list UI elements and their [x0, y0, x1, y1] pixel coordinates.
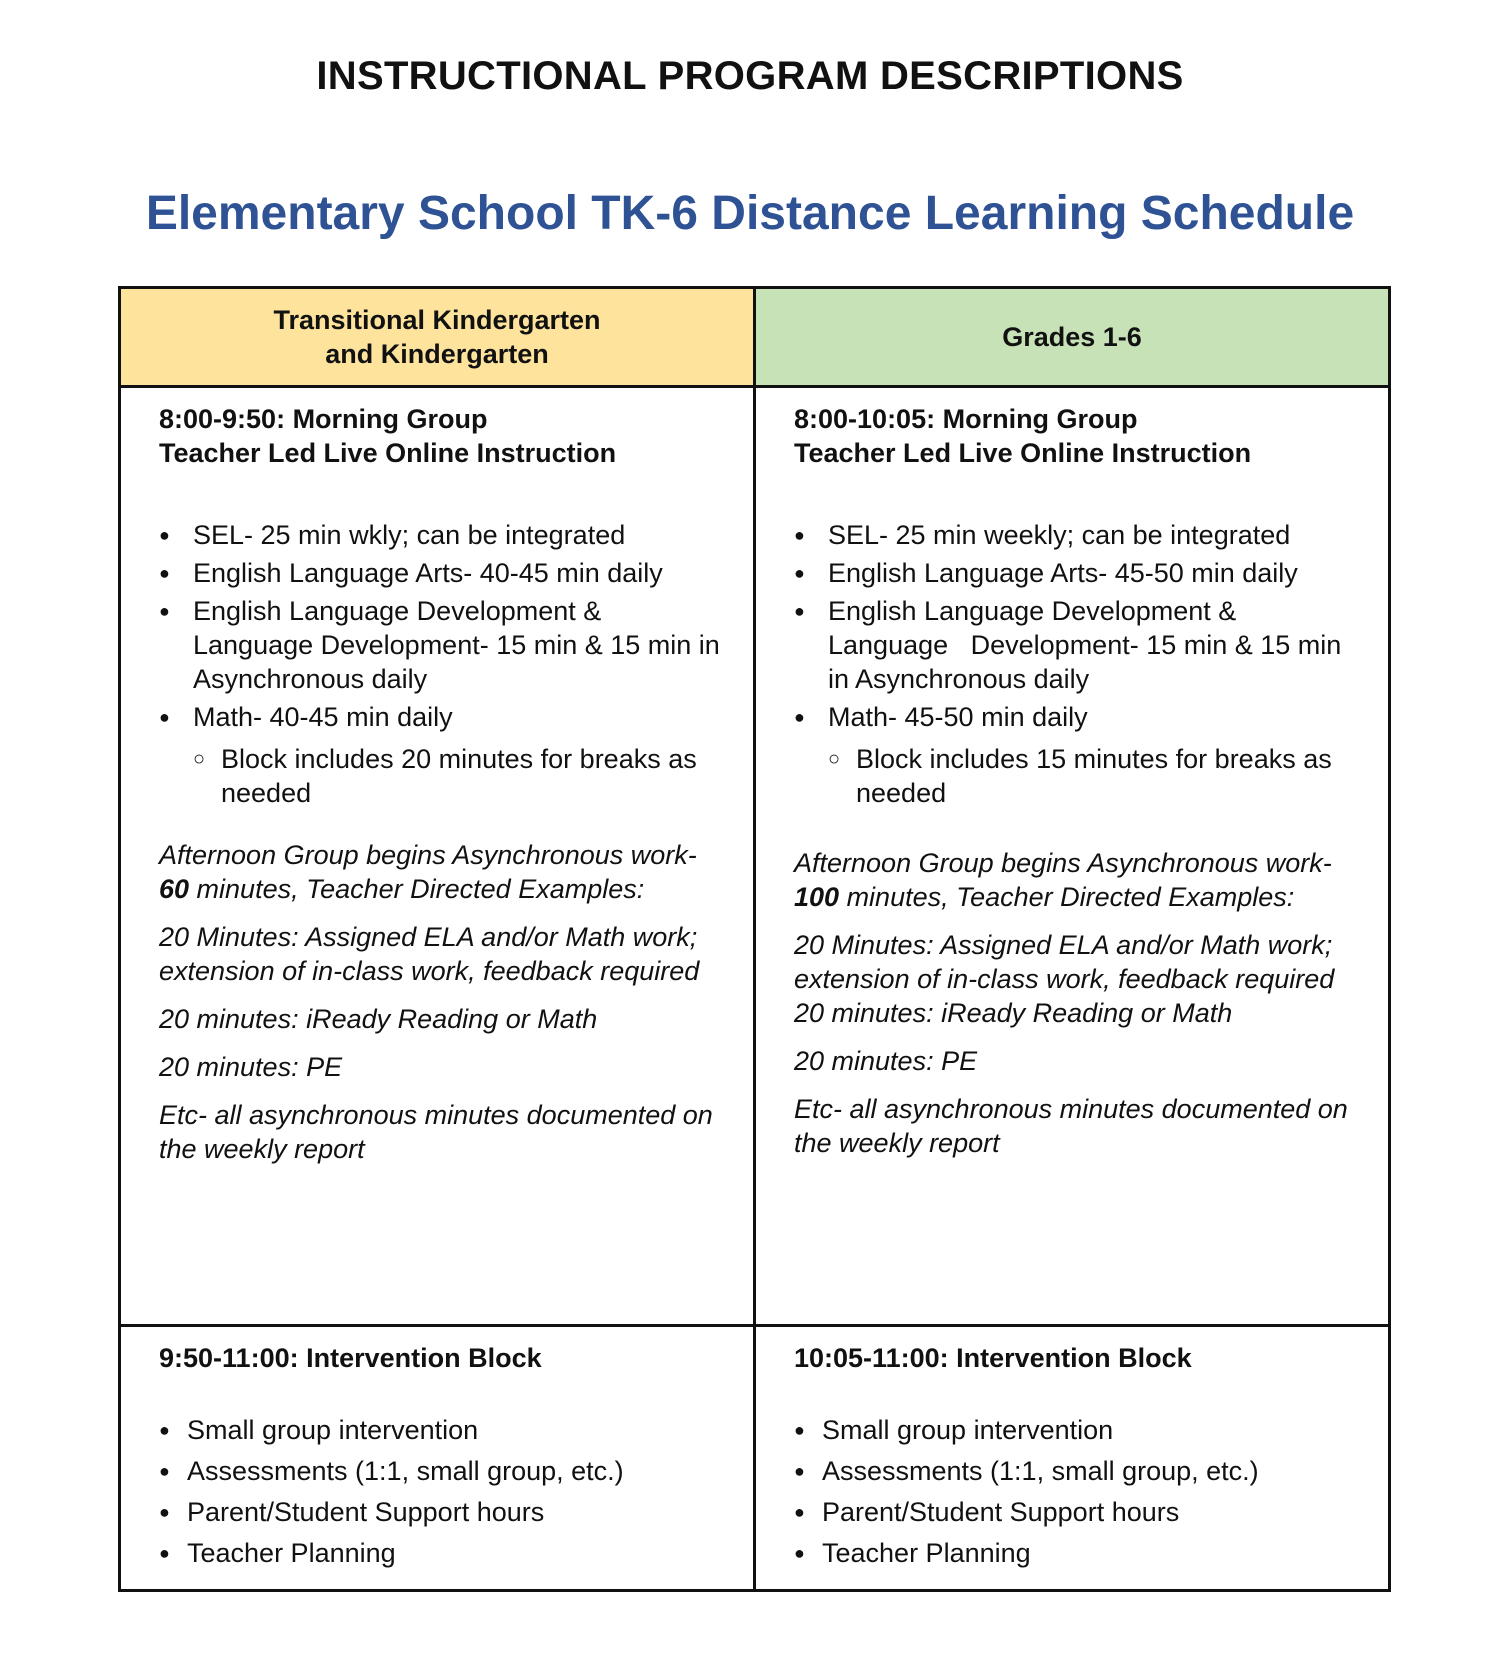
list-item: ● English Language Arts- 45-50 min daily: [794, 556, 1360, 590]
tk-example: 20 minutes: PE: [159, 1052, 343, 1082]
header-row: [120, 288, 1390, 387]
list-item: ● Assessments (1:1, small group, etc.): [159, 1454, 725, 1488]
grades-intervention-title: 10:05-11:00: Intervention Block: [794, 1343, 1192, 1373]
grades-intervention-list: [794, 1413, 1360, 1570]
tk-subject-list: [159, 518, 725, 734]
list-item: ● SEL- 25 min weekly; can be integrated: [794, 518, 1360, 552]
schedule-subtitle: Elementary School TK-6 Distance Learning Schedule: [145, 187, 1355, 240]
tk-async-intro: [159, 838, 725, 906]
tk-intervention-list: [159, 1413, 725, 1570]
tk-morning-title: [159, 402, 725, 470]
grades-morning-subtitle: Teacher Led Live Online Instruction: [794, 438, 1252, 468]
tk-async-minutes: 60: [159, 874, 190, 904]
grades-async-pre: Afternoon Group begins Asynchronous work-: [794, 848, 1332, 878]
grades-morning-time: 8:00-10:05: Morning Group: [794, 404, 1138, 434]
schedule-table: [118, 286, 1391, 1592]
list-item: ● Math- 45-50 min daily: [794, 700, 1360, 734]
tk-column-header: [120, 288, 755, 387]
tk-morning-cell: [120, 387, 755, 1326]
grades-column-header: [755, 288, 1390, 387]
grades-async-post: minutes, Teacher Directed Examples:: [839, 882, 1295, 912]
tk-morning-subtitle: Teacher Led Live Online Instruction: [159, 438, 617, 468]
morning-row: [120, 387, 1390, 1326]
tk-example: Etc- all asynchronous minutes documented on the weekly report: [159, 1100, 713, 1164]
list-item: ● SEL- 25 min wkly; can be integrated: [159, 518, 725, 552]
tk-async-pre: Afternoon Group begins Asynchronous work-: [159, 840, 697, 870]
tk-example: 20 Minutes: Assigned ELA and/or Math work; extension of in-class work, feedback required: [159, 922, 700, 986]
tk-morning-time: 8:00-9:50: Morning Group: [159, 404, 488, 434]
tk-breaks-note: ○ Block includes 20 minutes for breaks as needed: [159, 742, 725, 810]
grades-header-text: Grades 1-6: [1002, 322, 1142, 352]
grades-example: Etc- all asynchronous minutes documented on the weekly report: [794, 1094, 1348, 1158]
grades-intervention-cell: [755, 1326, 1390, 1591]
intervention-row: [120, 1326, 1390, 1591]
list-item: ● Small group intervention: [794, 1413, 1360, 1447]
list-item: ● English Language Development & Language Development- 15 min & 15 min in Asynchronous daily: [159, 594, 725, 696]
tk-intervention-title: 9:50-11:00: Intervention Block: [159, 1343, 542, 1373]
list-item: ● Teacher Planning: [159, 1536, 725, 1570]
grades-async-intro: [794, 846, 1360, 914]
grades-subject-list: [794, 518, 1360, 734]
list-item: ● English Language Arts- 40-45 min daily: [159, 556, 725, 590]
grades-breaks-note: ○ Block includes 15 minutes for breaks as needed: [794, 742, 1360, 810]
list-item: ● English Language Development & Language Development- 15 min & 15 min in Asynchronous daily: [794, 594, 1360, 696]
tk-example: 20 minutes: iReady Reading or Math: [159, 1004, 598, 1034]
list-item: ● Assessments (1:1, small group, etc.): [794, 1454, 1360, 1488]
tk-intervention-cell: [120, 1326, 755, 1591]
tk-header-line-2: and Kindergarten: [325, 339, 549, 369]
grades-morning-title: [794, 402, 1360, 470]
grades-example: 20 minutes: PE: [794, 1046, 978, 1076]
list-item: ● Math- 40-45 min daily: [159, 700, 725, 734]
grades-example: 20 Minutes: Assigned ELA and/or Math work; extension of in-class work, feedback required 20 minutes: iReady Reading or Math: [794, 930, 1335, 1028]
list-item: ● Teacher Planning: [794, 1536, 1360, 1570]
grades-morning-cell: [755, 387, 1390, 1326]
grades-async-minutes: 100: [794, 882, 840, 912]
list-item: ● Parent/Student Support hours: [159, 1495, 725, 1529]
list-item: ● Small group intervention: [159, 1413, 725, 1447]
list-item: ● Parent/Student Support hours: [794, 1495, 1360, 1529]
tk-async-post: minutes, Teacher Directed Examples:: [189, 874, 645, 904]
tk-header-line-1: Transitional Kindergarten: [273, 305, 601, 335]
page-title: INSTRUCTIONAL PROGRAM DESCRIPTIONS: [316, 54, 1184, 98]
